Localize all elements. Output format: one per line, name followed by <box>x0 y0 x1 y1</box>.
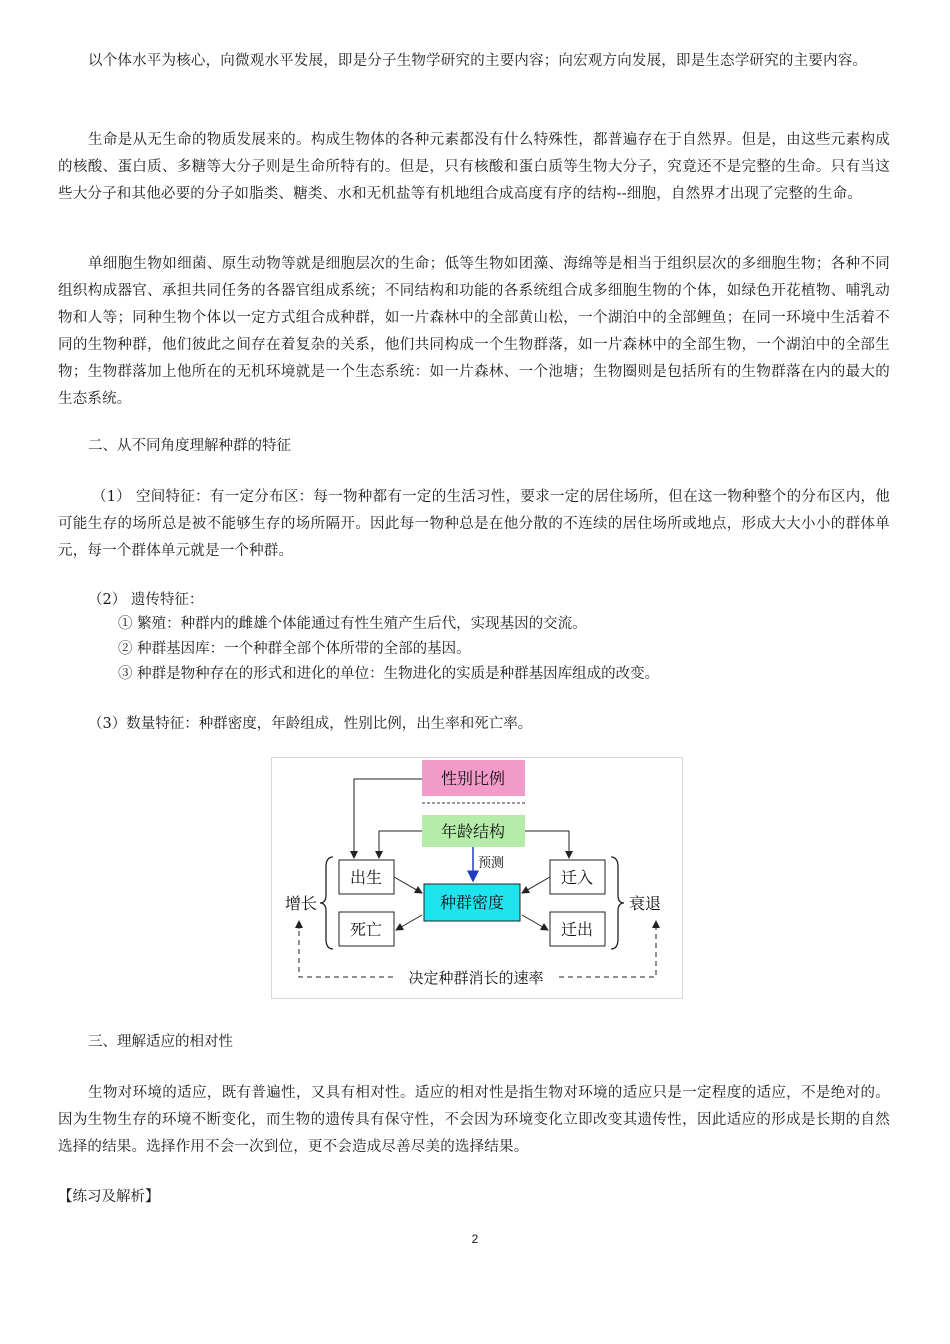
growth-label: 增长 <box>285 894 318 913</box>
emigration-label: 迁出 <box>560 920 594 939</box>
density-label: 种群密度 <box>439 893 505 912</box>
paragraph-origin-of-life: 生命是从无生命的物质发展来的。构成生物体的各种元素都没有什么特殊性，都普遍存在于自然界。但是，由这些元素构成的核酸、蛋白质、多糖等大分子则是生命所特有的。但是，只有核酸和蛋白质等生物大分子，究竟还不是完整的生命。只有当这些大分子和其他必要的分子如脂类、糖类、水和无机盐等有机地组合成高度有序的结构--细胞，自然界才出现了完整的生命。 <box>58 132 890 202</box>
predict-label: 预测 <box>478 856 505 871</box>
age-structure-label: 年龄结构 <box>440 822 506 841</box>
exercise-heading: 【练习及解析】 <box>58 1189 160 1205</box>
section3-heading: 三、理解适应的相对性 <box>88 1034 233 1050</box>
genetic-item-3: ③ 种群是物种存在的形式和进化的单位：生物进化的实质是种群基因库组成的改变。 <box>118 666 660 682</box>
population-diagram <box>271 757 683 999</box>
genetic-item-2: ② 种群基因库：一个种群全部个体所带的全部的基因。 <box>118 641 471 657</box>
genetic-feature-heading: （2） 遗传特征： <box>88 592 204 608</box>
paragraph-levels: 以个体水平为核心，向微观水平发展，即是分子生物学研究的主要内容；向宏观方向发展，即是生态学研究的主要内容。 <box>88 53 868 69</box>
death-label: 死亡 <box>349 920 383 939</box>
section2-heading: 二、从不同角度理解种群的特征 <box>88 438 291 454</box>
decline-label: 衰退 <box>629 894 662 913</box>
population-diagram-svg <box>271 757 683 999</box>
quantity-feature: （3）数量特征：种群密度，年龄组成，性别比例，出生率和死亡率。 <box>88 716 533 732</box>
page-number: 2 <box>471 1232 479 1246</box>
birth-label: 出生 <box>349 868 383 887</box>
sex-ratio-label: 性别比例 <box>440 769 506 788</box>
paragraph-life-hierarchy: 单细胞生物如细菌、原生动物等就是细胞层次的生命；低等生物如团藻、海绵等是相当于组织层次的多细胞生物；各种不同组织构成器官、承担共同任务的各器官组成系统；不同结构和功能的各系统组合成多细胞生物的个体，如绿色开花植物、哺乳动物和人等；同种生物个体以一定方式组合成种群，如一片森林中的全部黄山松，一个湖泊中的全部鲤鱼；在同一环境中生活着不同的生物种群，他们彼此之间存在着复杂的关系，他们共同构成一个生物群落，如一片森林中的全部生物，一个湖泊中的全部生物；生物群落加上他所在的无机环境就是一个生态系统：如一片森林、一个池塘；生物圈则是包括所有的生物群落在内的最大的生态系统。 <box>58 256 890 407</box>
immigration-label: 迁入 <box>560 868 594 887</box>
rate-label: 决定种群消长的速率 <box>408 969 544 987</box>
genetic-item-1: ① 繁殖：种群内的雌雄个体能通过有性生殖产生后代，实现基因的交流。 <box>118 616 587 632</box>
spatial-feature: （1） 空间特征：有一定分布区：每一物种都有一定的生活习性，要求一定的居住场所，但在这一物种整个的分布区内，他可能生存的场所总是被不能够生存的场所隔开。因此每一物种总是在他分散的不连续的居住场所或地点，形成大大小小的群体单元，每一个群体单元就是一个种群。 <box>58 489 890 559</box>
adaptation-paragraph: 生物对环境的适应，既有普遍性，又具有相对性。适应的相对性是指生物对环境的适应只是一定程度的适应，不是绝对的。因为生物生存的环境不断变化，而生物的遗传具有保守性，不会因为环境变化立即改变其遗传性，因此适应的形成是长期的自然选择的结果。选择作用不会一次到位，更不会造成尽善尽美的选择结果。 <box>58 1085 890 1155</box>
